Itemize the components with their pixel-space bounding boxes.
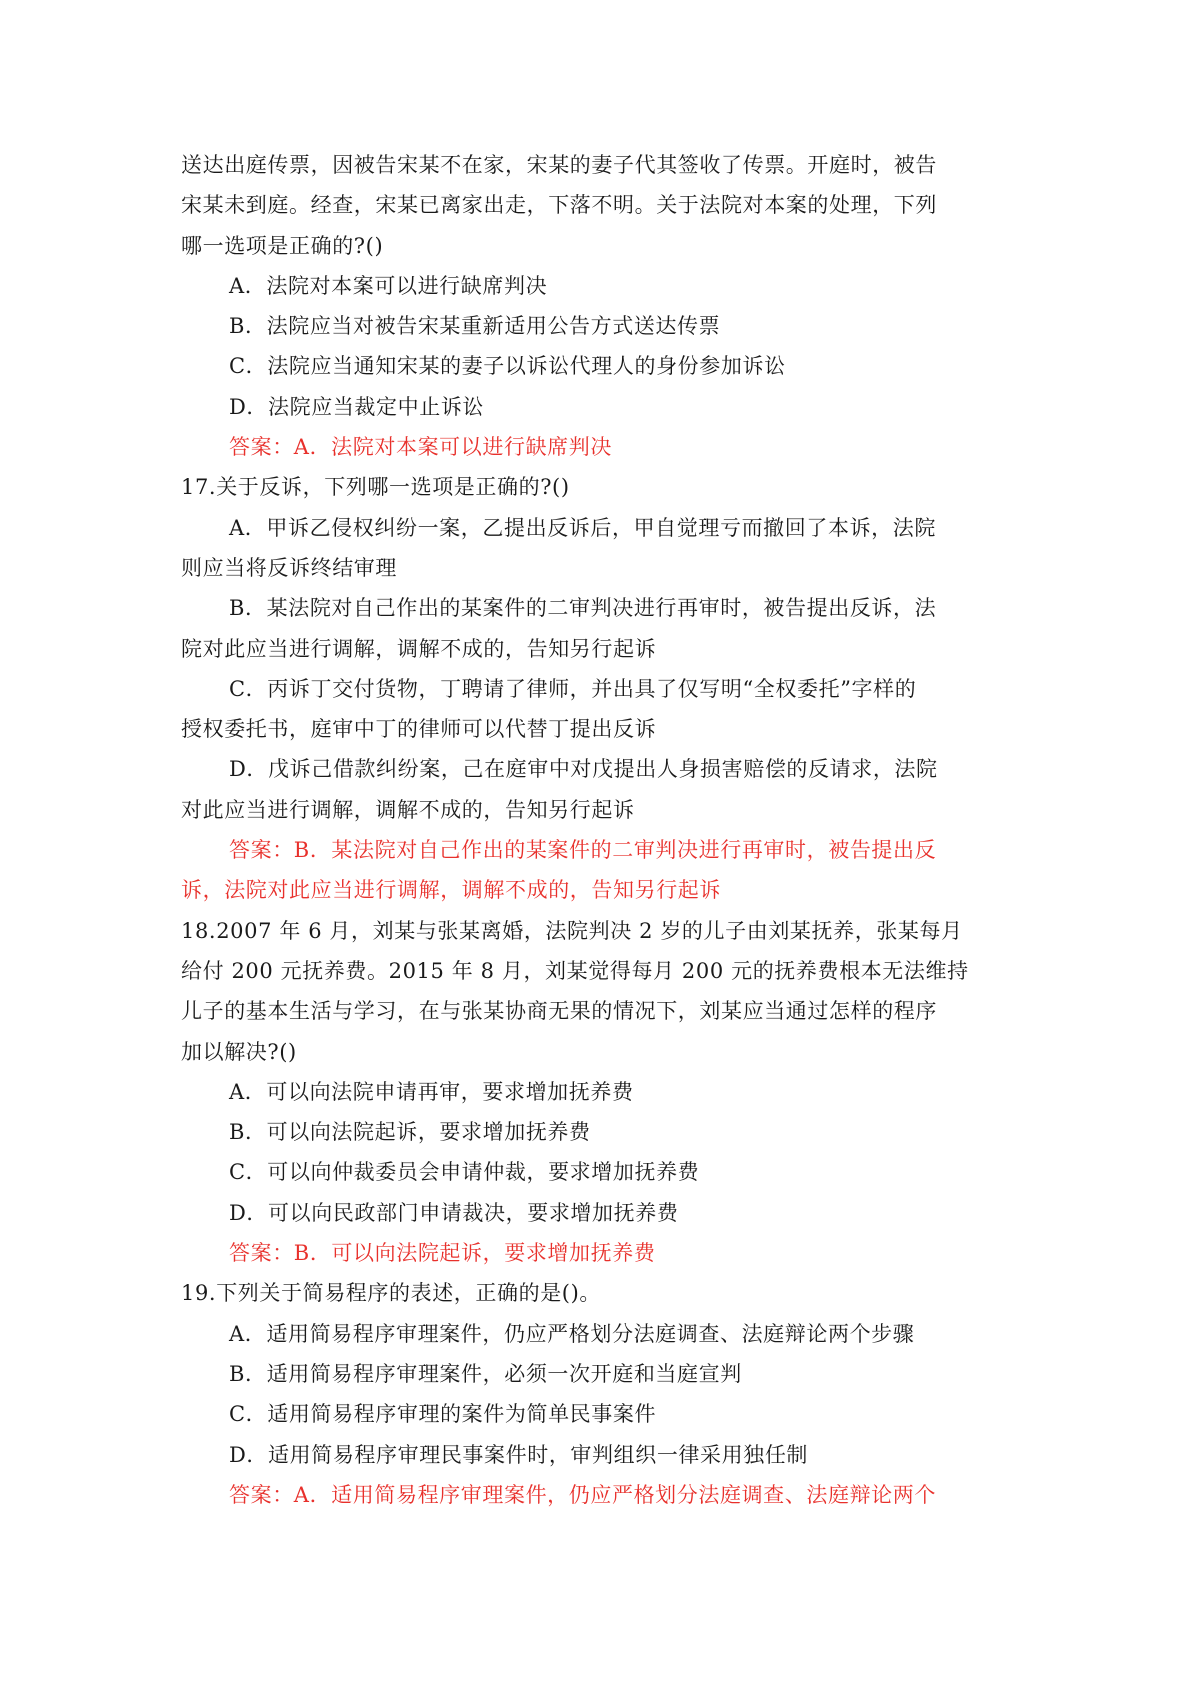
question-17-option-c: C．丙诉丁交付货物，丁聘请了律师，并出具了仅写明“全权委托”字样的 — [229, 676, 917, 701]
question-18-option-d: D．可以向民政部门申请裁决，要求增加抚养费 — [229, 1200, 679, 1225]
question-17-option-a-cont: 则应当将反诉终结审理 — [181, 555, 397, 580]
question-16-option-b: B．法院应当对被告宋某重新适用公告方式送达传票 — [229, 314, 721, 339]
question-17-option-d-cont: 对此应当进行调解，调解不成的，告知另行起诉 — [181, 797, 635, 822]
question-19-option-b: B．适用简易程序审理案件，必须一次开庭和当庭宣判 — [229, 1361, 742, 1386]
question-17 — [181, 467, 1019, 910]
question-19-option-a: A．适用简易程序审理案件，仍应严格划分法庭调查、法庭辩论两个步骤 — [229, 1321, 915, 1346]
question-17-answer: 答案：B．某法院对自己作出的某案件的二审判决进行再审时，被告提出反 — [229, 838, 937, 863]
question-16-stem-line: 哪一选项是正确的?() — [181, 233, 384, 258]
question-19 — [181, 1273, 1019, 1515]
question-19-stem: 19.下列关于简易程序的表述，正确的是()。 — [181, 1281, 601, 1306]
question-17-answer-cont: 诉，法院对此应当进行调解，调解不成的，告知另行起诉 — [181, 878, 721, 903]
question-18 — [181, 911, 1019, 1274]
question-18-option-a: A．可以向法院申请再审，要求增加抚养费 — [229, 1079, 634, 1104]
question-17-option-b-cont: 院对此应当进行调解，调解不成的，告知另行起诉 — [181, 636, 657, 661]
question-19-answer: 答案：A．适用简易程序审理案件，仍应严格划分法庭调查、法庭辩论两个 — [229, 1482, 936, 1507]
question-17-option-c-cont: 授权委托书，庭审中丁的律师可以代替丁提出反诉 — [181, 717, 657, 742]
question-18-stem-line: 给付 200 元抚养费。2015 年 8 月，刘某觉得每月 200 元的抚养费根本无法维持 — [181, 958, 969, 983]
question-16-option-d: D．法院应当裁定中止诉讼 — [229, 394, 485, 419]
question-16-stem-line: 送达出庭传票，因被告宋某不在家，宋某的妻子代其签收了传票。开庭时，被告 — [181, 153, 937, 177]
question-18-stem-line: 儿子的基本生活与学习，在与张某协商无果的情况下，刘某应当通过怎样的程序 — [181, 999, 937, 1024]
question-19-option-c: C．适用简易程序审理的案件为简单民事案件 — [229, 1402, 657, 1427]
question-16-option-c: C．法院应当通知宋某的妻子以诉讼代理人的身份参加诉讼 — [229, 354, 786, 379]
question-17-stem: 17.关于反诉，下列哪一选项是正确的?() — [181, 475, 570, 500]
question-16 — [181, 145, 1019, 467]
question-18-option-b: B．可以向法院起诉，要求增加抚养费 — [229, 1120, 591, 1145]
question-18-stem-line: 18.2007 年 6 月，刘某与张某离婚，法院判决 2 岁的儿子由刘某抚养，张某每月 — [181, 918, 963, 943]
page-content — [181, 145, 1019, 1515]
question-18-answer: 答案：B．可以向法院起诉，要求增加抚养费 — [229, 1241, 656, 1266]
question-16-stem-line: 宋某未到庭。经查，宋某已离家出走，下落不明。关于法院对本案的处理，下列 — [181, 193, 937, 218]
question-18-option-c: C．可以向仲裁委员会申请仲裁，要求增加抚养费 — [229, 1160, 700, 1185]
question-17-option-b: B．某法院对自己作出的某案件的二审判决进行再审时，被告提出反诉，法 — [229, 596, 937, 621]
question-18-stem-line: 加以解决?() — [181, 1039, 297, 1064]
question-16-option-a: A．法院对本案可以进行缺席判决 — [229, 273, 548, 298]
question-16-answer: 答案：A．法院对本案可以进行缺席判决 — [229, 435, 612, 460]
question-19-option-d: D．适用简易程序审理民事案件时，审判组织一律采用独任制 — [229, 1442, 809, 1467]
question-17-option-a: A．甲诉乙侵权纠纷一案，乙提出反诉后，甲自觉理亏而撤回了本诉，法院 — [229, 515, 936, 540]
question-17-option-d: D．戊诉己借款纠纷案，己在庭审中对戊提出人身损害赔偿的反请求，法院 — [229, 757, 938, 782]
